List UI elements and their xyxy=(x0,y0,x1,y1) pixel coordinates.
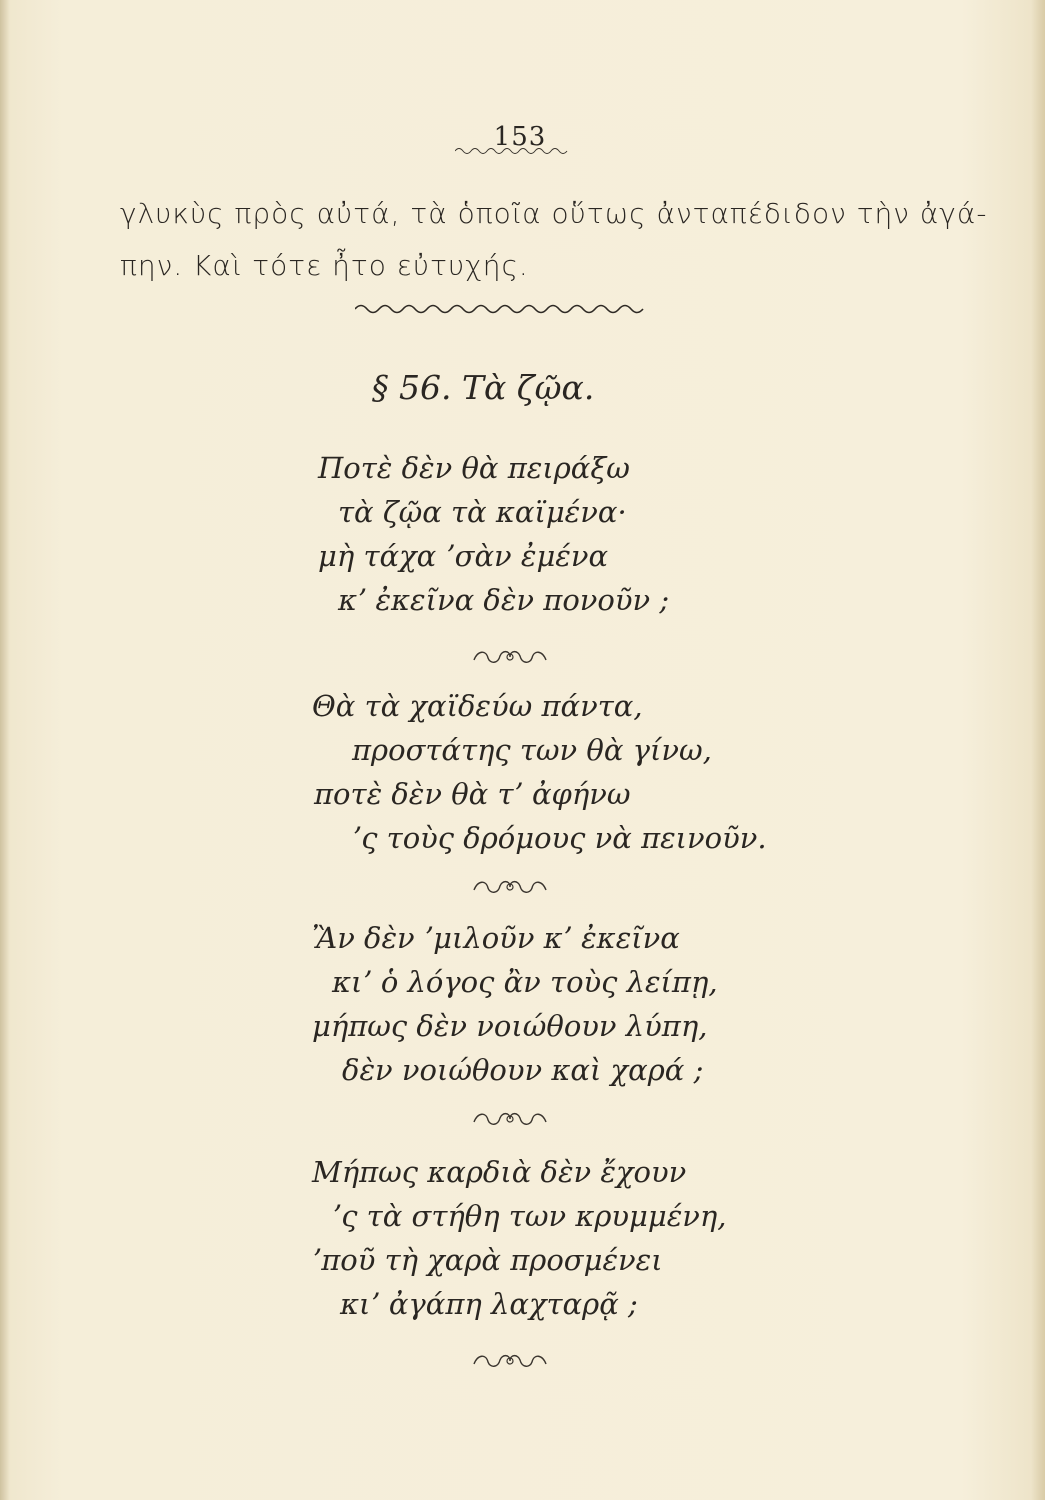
verse-line: ʼς τὰ στήθη των κρυμμένη, xyxy=(332,1199,727,1233)
floral-ornament-icon xyxy=(470,876,550,898)
stanza xyxy=(312,684,767,860)
wavy-rule-icon xyxy=(355,302,645,316)
verse-line: μὴ τάχα ʼσὰν ἐμένα xyxy=(318,539,609,573)
verse-line: Θὰ τὰ χαϊδεύω πάντα, xyxy=(312,689,643,723)
stanza xyxy=(318,446,669,622)
verse-line: ʼποῦ τὴ χαρὰ προσμένει xyxy=(312,1243,663,1277)
prose-paragraph xyxy=(120,188,988,292)
page-edge-right xyxy=(1031,0,1045,1500)
verse-line: Ἂν δὲν ʼμιλοῦν κʼ ἐκεῖνα xyxy=(312,921,680,955)
verse-line: Ποτὲ δὲν θὰ πειράξω xyxy=(318,451,630,485)
verse-line: κιʼ ἀγάπη λαχταρᾷ ; xyxy=(340,1287,638,1321)
verse-line: τὰ ζῷα τὰ καϊμένα· xyxy=(338,495,627,529)
page-number-wave-icon xyxy=(455,146,570,156)
floral-ornament-icon xyxy=(470,646,550,668)
verse-line: δὲν νοιώθουν καὶ χαρά ; xyxy=(342,1053,704,1087)
section-heading: § 56. Τὰ ζῷα. xyxy=(372,368,595,407)
verse-line: κʼ ἐκεῖνα δὲν πονοῦν ; xyxy=(338,583,670,617)
prose-line: γλυκὺς πρὸς αὐτά, τὰ ὁποῖα οὕτως ἀνταπέδιδον τὴν ἀγά- xyxy=(120,197,988,230)
verse-line: Μήπως καρδιὰ δὲν ἔχουν xyxy=(312,1155,687,1189)
stanza xyxy=(312,916,718,1092)
verse-line: προστάτης των θὰ γίνω, xyxy=(352,733,712,767)
page-edge-left xyxy=(0,0,10,1500)
floral-ornament-icon xyxy=(470,1350,550,1372)
verse-line: ʼς τοὺς δρόμους νὰ πεινοῦν. xyxy=(352,821,767,855)
verse-line: μήπως δὲν νοιώθουν λύπη, xyxy=(312,1009,708,1043)
prose-line: πην. Καὶ τότε ἦτο εὐτυχής. xyxy=(120,249,529,282)
floral-ornament-icon xyxy=(470,1108,550,1130)
page-number: 153 xyxy=(493,122,547,152)
verse-line: ποτὲ δὲν θὰ τʼ ἀφήνω xyxy=(314,777,631,811)
verse-line: κιʼ ὁ λόγος ἂν τοὺς λείπῃ, xyxy=(332,965,718,999)
stanza xyxy=(312,1150,727,1326)
